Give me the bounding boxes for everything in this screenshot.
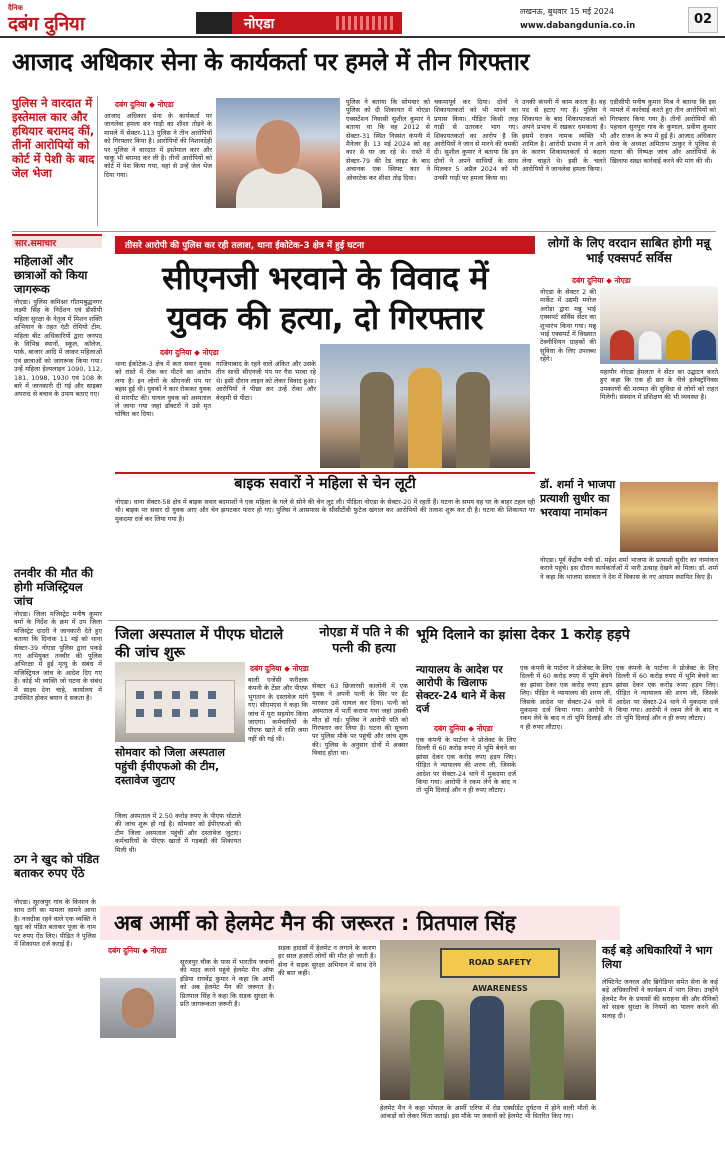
helmet-box-body: लेफ्टिनेंट जनरल और ब्रिगेडियर समेत सेना के कई बड़े अधिकारियों ने कार्यक्रम में भाग लिया। उन्होंने हेलमेट मैन के प्रयासों की सराहना की और सैनिकों को सड़क सुरक्षा के नियमों का पालन करने की सलाह दी।: [602, 978, 718, 1020]
land-fraud-body-3: एक कंपनी के पार्टनर ने प्रोजेक्ट के लिए दिल्ली में 60 करोड़ रुपए में भूमि बेचने का झांसा देकर एक करोड़ रुपए हड़प लिए। पीड़ित ने न्यायालय की शरण ली, जिसके आदेश पर सेक्टर-24 थाने में मुकदमा दर्ज किया गया। आरोपी ने रकम लेने के बाद न तो भूमि दिलाई और न ही रुपए लौटाए।: [616, 664, 718, 723]
main-story-kicker-text: तीसरे आरोपी की पुलिस कर रही तलाश, थाना ईकोटेक-3 क्षेत्र में हुई घटना: [125, 241, 365, 251]
land-fraud-headline: भूमि दिलाने का झांसा देकर 1 करोड़ हड़पे: [416, 627, 630, 643]
main-story-kicker: [115, 236, 535, 254]
main-story-byline: दबंग दुनिया ◆ नोएडा: [160, 348, 219, 357]
brief-body-inquiry: नोएडा। जिला मजिस्ट्रेट मनीष कुमार वर्मा के निर्देश के क्रम में उप जिला मजिस्ट्रेट दादरी ने जानकारी देते हुए बताया कि दिनांक 11 मई को थाना सेक्टर-39 नोएडा पुलिस द्वारा पकड़े गए अभियुक्त तनवीर की पुलिस अभिरक्षा में हुई मृत्यु के संबंध में मजिस्ट्रियल जांच के आदेश दिए गए हैं। कोई भी व्यक्ति जो घटना के संबंध में साक्ष्य देना चाहे, कार्यालय में उपस्थित होकर बयान दे सकता है।: [14, 610, 102, 703]
helmet-story-body-2: सड़क हादसों में हेलमेट न लगाने के कारण हर साल हजारों लोगों की मौत हो जाती है। सेना ने सड़क सुरक्षा अभियान में साथ देने की बात कही।: [278, 944, 376, 978]
masthead: [0, 0, 725, 38]
helmet-story-inset-photo: [100, 978, 176, 1038]
right-story-nomination-body: नोएडा। पूर्व केंद्रीय मंत्री डॉ. महेश शर्मा भाजपा के प्रत्याशी सुधीर का नामांकन कराने पहुंचे। इस दौरान कार्यकर्ताओं में भारी उत्साह देखने को मिला। डॉ. शर्मा ने कहा कि भाजपा सरकार ने देश में विकास के नए आयाम स्थापित किए हैं।: [540, 556, 718, 581]
lead-sidebar-text: पुलिस ने वारदात में इस्तेमाल कार और हथियार बरामद कीं, तीनों आरोपियों को कोर्ट में पेशी के बाद जेल भेजा: [12, 96, 95, 180]
logo-text: दबंग दुनिया: [8, 13, 85, 35]
brief-headline-awareness: महिलाओं और छात्राओं को किया जागरूक: [14, 254, 88, 296]
hospital-story-headline: जिला अस्पताल में पीएफ घोटाले की जांच शुरू: [115, 627, 284, 661]
lead-body-2: पुलिस ने बताया कि सोमवार को पुलिस को दी शिकायत में नोएडा एक्सटेंशन निवासी सुशील कुमार ने बताया था कि वह 2012 से सेक्टर-31 स्थित निस्संत कंपनी में मैनेजर हैं। 13 मई 2024 को वह कार से घर जा रहे थे। रास्ते में सेक्टर-79 की रेड लाइट के बाद अचानक एक स्विफ्ट कार ने ओवरटेक कर शीशा तोड़ दिया।: [346, 98, 430, 182]
page-number: 02: [688, 7, 718, 33]
murder-story-body: सेक्टर 63 छिजारसी कालोनी में एक युवक ने अपनी पत्नी के सिर पर ईंट मारकर उसे घायल कर दिया। पत्नी को अस्पताल में भर्ती कराया गया जहां उसकी मौत हो गई। पुलिस ने आरोपी पति को गिरफ्तार कर लिया है। घटना की सूचना पर पुलिस मौके पर पहुंची और जांच शुरू की। पुलिस के अनुसार दोनों में अक्सर विवाद होता था।: [312, 682, 408, 758]
edition-stripe: [336, 16, 396, 30]
brief-body-fraud: नोएडा। सूरजपुर गांव के किसान के साथ ठगी का मामला सामने आया है। नजदीक रहने वाले एक व्यक्ति ने खुद को पंडित बताकर पूजा के नाम पर रुपए ऐंठ लिए। पीड़ित ने पुलिस में शिकायत दर्ज कराई है।: [14, 898, 96, 949]
hospital-story-photo: [115, 662, 245, 742]
hospital-story-body-1: जिला अस्पताल में 2.50 करोड़ रुपए के पीएफ घोटाले की जांच शुरू हो गई है। सोमवार को ईपीएफओ की टीम जिला अस्पताल पहुंची और दस्तावेज जुटाए। कर्मचारियों के पीएफ खातों में गड़बड़ी की शिकायत मिली थी।: [115, 812, 241, 854]
main-story-headline: [115, 258, 535, 338]
brief-body-awareness: नोएडा। पुलिस कमिश्नर गौतमबुद्धनगर लक्ष्मी सिंह के निर्देशन एवं डीसीपी महिला सुरक्षा के नेतृत्व में मिशन शक्ति अभियान के तहत एंटी रोमियो टीम, महिला बीट अधिकारियों द्वारा जनपद के विभिन्न स्थानों, स्कूल, कॉलेज, पार्क, बाजार आदि में जाकर महिलाओं एवं छात्राओं को जागरूक किया गया। उन्हें महिला हेल्पलाइन 1090, 112, 181, 1098, 1930 एवं 108 के बारे में जानकारी दी गई और साइबर अपराध से बचाव के उपाय बताए गए।: [14, 298, 102, 399]
brief-news-label: सार.समाचार: [12, 234, 102, 248]
lead-photo: [216, 98, 340, 208]
right-story-nomination-photo: [620, 482, 718, 552]
right-story-service-photo: [600, 286, 718, 364]
main-story-photo: [320, 344, 530, 468]
lead-body-4: उनकी कंपनी में काम करता है। वह पद से हटाए गए हैं। पुलिस ने शिकायत के बाद शिकायतकर्ता को अपने प्रभाव में रखकर धमकाया है। इसमें राजन नामक व्यक्ति भी शामिल है। आरोपी प्रभाव में न आने के कारण शिकायतकर्ता से बदला लेना चाहते थे। इसी के चलते आरोपियों ने जानलेवा हमला किया।: [522, 98, 606, 174]
main-body-2: गाजियाबाद के रहने वाले अंकित और उसके तीन साथी सीएनजी पंप पर गैस भरवा रहे थे। इसी दौरान लाइन को लेकर विवाद हुआ। आरोपियों ने पीछा कर उन्हें रोका और बेरहमी से पीटा।: [216, 360, 316, 402]
newspaper-logo: [8, 4, 120, 34]
helmet-story-photo: [380, 940, 596, 1100]
hospital-story-byline: दबंग दुनिया ◆ नोएडा: [250, 664, 309, 673]
edition-decoration: [196, 12, 232, 34]
right-story-service: [540, 236, 718, 266]
murder-story-headline: नोएडा में पति ने की पत्नी की हत्या: [319, 624, 409, 655]
right-story-service-byline: दबंग दुनिया ◆ नोएडा: [572, 276, 631, 285]
logo-small-text: दैनिक: [8, 4, 23, 12]
lead-body-1: आजाद अधिकार सेना के कार्यकर्ता पर जानलेवा हमला कर गाड़ी का शीशा तोड़ने के मामले में सेक्टर-113 पुलिस ने तीन आरोपियों को गिरफ्तार किया है। आरोपियों की निशानदेही पर पुलिस ने वारदात में इस्तेमाल कार और चाकू भी बरामद कर ली है। तीनों आरोपियों को कोर्ट में पेश किया गया, वहां से उन्हें जेल भेज दिया गया।: [104, 112, 212, 179]
lead-sidebar: [12, 96, 98, 226]
hospital-story-body-2: बाली एजेंसी फरीक्षक कंपनी के टेंडर और पीएफ भुगतान के दस्तावेज मांगे गए। सीएमएस ने कहा कि जांच में पूरा सहयोग किया जाएगा। कर्मचारियों के पीएफ खाते में राशि जमा नहीं की गई थी।: [248, 676, 308, 743]
hospital-story-subhead: सोमवार को जिला अस्पताल पहुंची ईपीएफओ की टीम, दस्तावेज जुटाए: [115, 746, 225, 787]
right-story-service-body-1: नोएडा के सेक्टर 2 की मार्केट में उद्यमी मनोज अरोड़ा द्वारा मन्नू भाई एक्सपर्ट सर्विस सेंटर का शुभारंभ किया गया। मन्नू भाई एक्सपर्ट में विख्यात टेक्नीशियन ग्राहकों की सुविधा के लिए उपलब्ध रहेंगे।: [540, 288, 596, 364]
lead-body-5: एडीसीपी मनीष कुमार मिश्र ने बताया कि इस मामले में कार्रवाई करते हुए तीन आरोपियों को गिरफ्तार किया गया है। तीनों आरोपियों की पहचान सुनपुरा गांव के कुणाल, प्रवीण कुमार और राजन के रूप में हुई है। आजाद अधिकार सेना के अध्यक्ष अमिताभ ठाकुर ने पुलिस से घटना की निष्पक्ष जांच और आरोपियों के खिलाफ सख्त कार्रवाई करने की मांग की थी।: [610, 98, 716, 165]
right-story-nomination-headline: डॉ. शर्मा ने भाजपा प्रत्याशी सुधीर का भरवाया नामांकन: [540, 478, 616, 519]
section-divider-2: [108, 620, 718, 621]
main-body-1: थाना ईकोटेक-3 क्षेत्र में कार सवार युवक को रास्ते में रोक कर पीटने का आरोप लगा है। इन लोगों के सीएनजी पंप पर बहस हुई थी। युवकों ने कार रोककर युवक से मारपीट की। घायल युवक को अस्पताल ले जाया गया जहां डॉक्टरों ने उसे मृत घोषित कर दिया।: [115, 360, 211, 419]
lead-byline: दबंग दुनिया ◆ नोएडा: [115, 100, 174, 109]
land-fraud-subhead: न्यायालय के आदेश पर आरोपी के खिलाफ सेक्टर-24 थाने में केस दर्ज: [416, 664, 506, 715]
main-headline-line-2: युवक की हत्या, दो गिरफ्तार: [166, 299, 484, 337]
edition-bar: [232, 12, 402, 34]
murder-story-box: [312, 624, 410, 680]
right-story-nomination: [540, 478, 618, 520]
lead-body-3: चकमापूर्व कर दिया। दोनों ने शिकायतकर्ता को भी मारने का प्रयास किया। पीड़ित किसी तरह गाड़ी से उतरकर भाग गए। शिकायतकर्ता का आरोप है कि आरोपियों ने जान से मारने की धमकी दी। सुशील कुमार ने बताया कि इन दोनों ने अपने साथियों के साथ मिलकर 5 अप्रैल 2024 को भी उनकी गाड़ी पर हमला किया था।: [434, 98, 518, 182]
helmet-story-byline: दबंग दुनिया ◆ नोएडा: [108, 946, 167, 955]
dateline: लखनऊ, बुधवार 15 मई 2024: [520, 7, 614, 16]
land-fraud-body-2: एक कंपनी के पार्टनर ने प्रोजेक्ट के लिए दिल्ली में 60 करोड़ रुपए में भूमि बेचने का झांसा देकर एक करोड़ रुपए हड़प लिए। पीड़ित ने न्यायालय की शरण ली, जिसके आदेश पर सेक्टर-24 थाने में मुकदमा दर्ज किया गया। आरोपी ने रकम लेने के बाद न तो भूमि दिलाई और न ही रुपए लौटाए।: [520, 664, 612, 731]
lead-headline: आजाद अधिकार सेना के कार्यकर्ता पर हमले में तीन गिरफ्तार: [12, 48, 530, 76]
brief-headline-fraud: ठग ने खुद को पंडित बताकर रुपए ऐंठे: [14, 852, 100, 880]
edition-name: नोएडा: [244, 16, 275, 32]
chain-snatching-body: नोएडा। थाना सेक्टर-58 क्षेत्र में बाइक सवार बदमाशों ने एक महिला के गले से सोने की चेन लूट ली। पीड़िता नोएडा के सेक्टर-20 में रहती हैं। घटना के समय वह घर के बाहर टहल रही थी। बाइक पर सवार दो युवक आए और चेन झपटकर फरार हो गए। पुलिस ने आसपास के सीसीटीवी फुटेज खंगाल कर आरोपियों की तलाश शुरू कर दी है। घटना की शिकायत पर मुकदमा दर्ज कर लिया गया है।: [115, 498, 535, 523]
section-divider: [12, 231, 716, 232]
helmet-story-body-1: सूरजपुर चौक के पास में भारतीय जवानों की मदद करने पहुंचे हेलमेट मैन ऑफ इंडिया राघवेंद्र कुमार ने कहा कि आर्मी को अब हेलमेट मैन की जरूरत है। प्रितपाल सिंह ने कहा कि सड़क सुरक्षा के प्रति जागरूकता जरूरी है।: [180, 958, 274, 1009]
helmet-box-headline: कई बड़े अधिकारियों ने भाग लिया: [602, 944, 713, 971]
chain-snatching-headline: बाइक सवारों ने महिला से चेन लूटी: [115, 472, 535, 494]
land-fraud-body-1: एक कंपनी के पार्टनर ने प्रोजेक्ट के लिए दिल्ली में 60 करोड़ रुपए में भूमि बेचने का झांसा देकर एक करोड़ रुपए हड़प लिए। पीड़ित ने न्यायालय की शरण ली, जिसके आदेश पर सेक्टर-24 थाने में मुकदमा दर्ज किया गया। आरोपी ने रकम लेने के बाद न तो भूमि दिलाई और न ही रुपए लौटाए।: [416, 736, 516, 795]
main-headline-line-1: सीएनजी भरवाने के विवाद में: [162, 259, 488, 297]
website-url: www.dabangdunia.co.in: [520, 21, 636, 31]
helmet-story-headline: अब आर्मी को हेलमेट मैन की जरूरत : प्रितपाल सिंह: [100, 906, 620, 940]
right-story-service-body-2: महापौर नोएडा हेमलता ने सेंटर का उद्घाटन करते हुए कहा कि एक ही छत के नीचे इलेक्ट्रॉनिक्स उपकरणों की मरम्मत की सुविधा से लोगों को राहत मिलेगी। संस्थान में प्रशिक्षण की भी व्यवस्था है।: [600, 368, 718, 402]
brief-headline-inquiry: तनवीर की मौत की होगी मजिस्ट्रियल जांच: [14, 566, 94, 608]
right-story-service-headline: लोगों के लिए वरदान साबित होगी मन्नू भाई एक्सपर्ट सर्विस: [547, 236, 711, 265]
helmet-story-body-3: हेलमेट मैन ने कहा भोपाल के आर्मी एरिया में रोड एक्सीडेंट दुर्घटना में होने वाली मौतों के आंकड़ों को लेकर चिंता जताई। इस मौके पर जवानों को हेलमेट भी वितरित किए गए।: [380, 1104, 596, 1121]
land-fraud-byline: दबंग दुनिया ◆ नोएडा: [434, 724, 493, 733]
helmet-photo-sign: ROAD SAFETY AWARENESS: [440, 948, 560, 978]
